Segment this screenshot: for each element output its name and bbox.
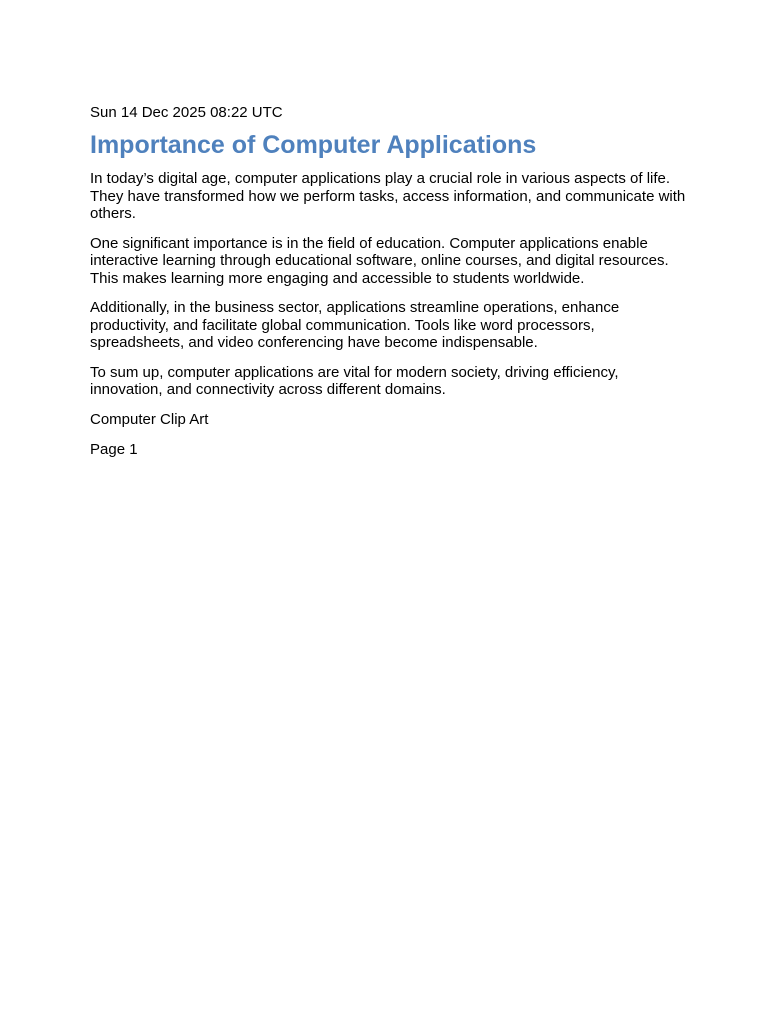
paragraph-education: One significant importance is in the field of education. Computer applications enable interactive learning through educational software, online courses, and digital resources. This makes learning more engaging and accessible to students worldwide. xyxy=(90,234,669,287)
document-title: Importance of Computer Applications xyxy=(90,131,537,159)
paragraph-intro: In today’s digital age, computer applications play a crucial role in various aspects of life. They have transformed how we perform tasks, access information, and communicate with others. xyxy=(90,170,686,222)
document-page xyxy=(90,104,690,471)
paragraph-conclusion: To sum up, computer applications are vital for modern society, driving efficiency, innovation, and connectivity across different domains. xyxy=(90,363,619,398)
image-caption: Computer Clip Art xyxy=(90,410,209,428)
timestamp: Sun 14 Dec 2025 08:22 UTC xyxy=(90,104,283,121)
paragraph-business: Additionally, in the business sector, applications streamline operations, enhance productivity, and facilitate global communication. Tools like word processors, spreadsheets, and video conferencing have become indispensable. xyxy=(90,299,620,351)
page-number: Page 1 xyxy=(90,440,138,458)
